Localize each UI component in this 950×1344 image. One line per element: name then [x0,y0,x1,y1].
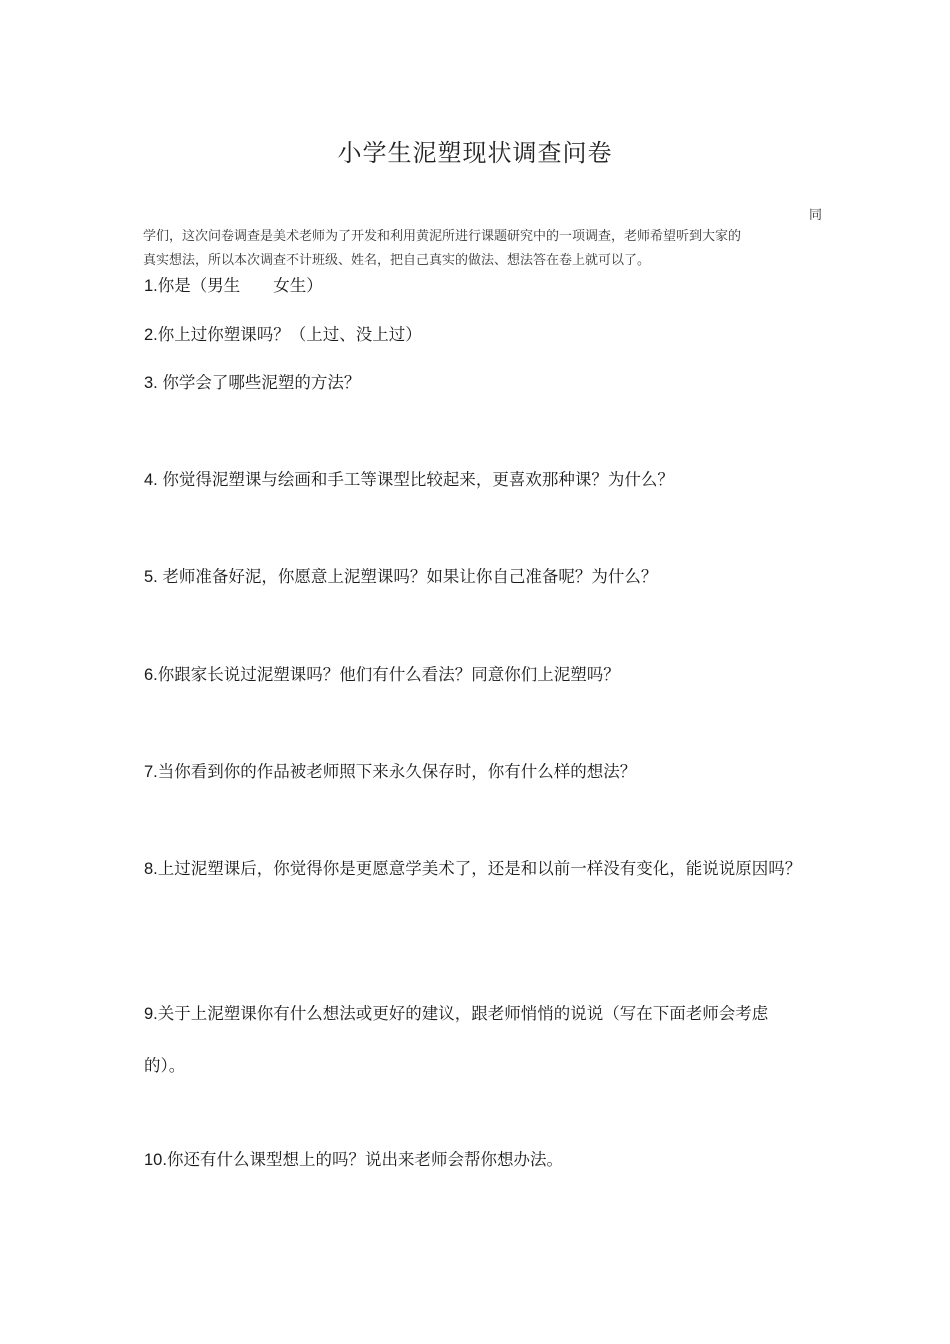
question-text: 老师准备好泥，你愿意上泥塑课吗？如果让你自己准备呢？为什么？ [162,567,658,586]
question-text: 关于上泥塑课你有什么想法或更好的建议，跟老师悄悄的说说（写在下面老师会考虑的）。 [144,1004,769,1075]
question-text: 你还有什么课型想上的吗？说出来老师会帮你想办法。 [166,1150,563,1169]
question-text: 你觉得泥塑课与绘画和手工等课型比较起来，更喜欢那种课？为什么？ [162,470,674,489]
question-6 [144,649,808,701]
question-text: 你是（男生 女生） [157,276,323,295]
question-text: 你学会了哪些泥塑的方法？ [162,373,361,392]
question-number: 1. [144,277,158,295]
question-8 [144,843,808,895]
intro-line-1: 学们，这次问卷调查是美术老师为了开发和利用黄泥所进行课题研究中的一项调查，老师希望听到大家的 [143,229,742,244]
question-9 [144,988,808,1092]
question-text: 你上过你塑课吗？（上过、没上过） [157,325,422,344]
question-3 [144,357,808,409]
question-number: 2. [144,326,158,344]
question-text: 你跟家长说过泥塑课吗？他们有什么看法？同意你们上泥塑吗？ [157,665,620,684]
intro-line-2: 真实想法，所以本次调查不计班级、姓名，把自己真实的做法、想法答在卷上就可以了。 [143,253,651,268]
question-number: 9. [144,1005,158,1023]
page-title: 小学生泥塑现状调查问卷 [337,139,613,167]
question-4 [144,454,808,506]
question-7 [144,746,808,798]
question-number: 10. [144,1151,167,1169]
question-2 [144,309,808,361]
question-number: 3. [144,374,163,392]
question-number: 8. [144,860,158,878]
question-text: 当你看到你的作品被老师照下来永久保存时，你有什么样的想法？ [157,762,637,781]
question-5 [144,551,808,603]
question-10 [144,1134,808,1186]
question-number: 5. [144,568,163,586]
question-number: 7. [144,763,158,781]
question-number: 6. [144,666,158,684]
question-text: 上过泥塑课后，你觉得你是更愿意学美术了，还是和以前一样没有变化，能说说原因吗？ [157,859,802,878]
question-number: 4. [144,471,163,489]
intro-first-char: 同 [808,208,822,223]
question-1 [144,260,808,312]
